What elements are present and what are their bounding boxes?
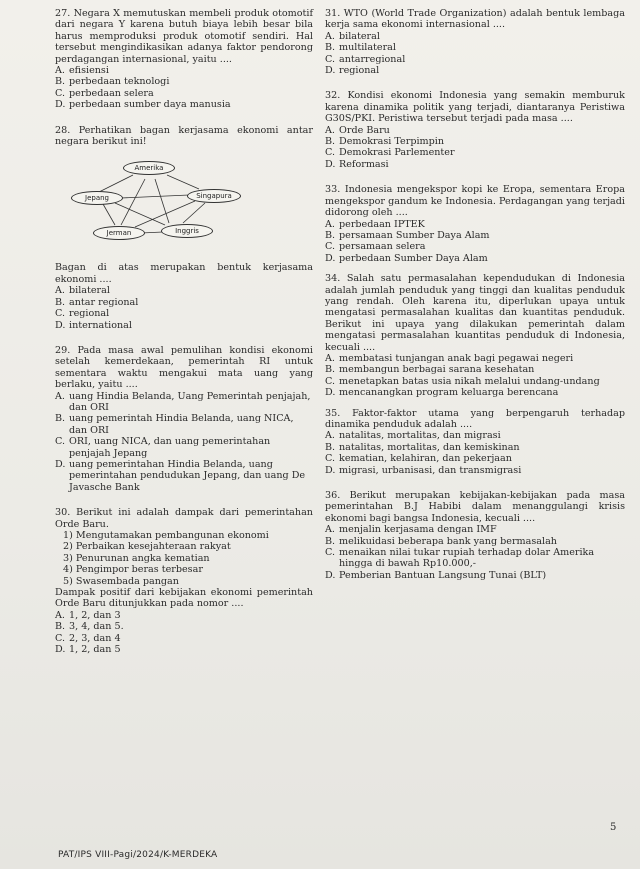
left-column bbox=[55, 8, 313, 659]
question-29 bbox=[55, 345, 313, 493]
list-item: 2) Perbaikan kesejahteraan rakyat bbox=[63, 541, 231, 553]
edge-jepang-singapura bbox=[121, 195, 189, 198]
option-d: D. Pemberian Bantuan Langsung Tunai (BLT) bbox=[325, 569, 547, 581]
edge-amerika-inggris bbox=[155, 179, 169, 223]
option-c: C. kematian, kelahiran, dan pekerjaan bbox=[325, 453, 512, 465]
question-number: 30. bbox=[55, 507, 71, 519]
question-number: 31. bbox=[325, 8, 341, 19]
option-d: D. international bbox=[55, 319, 132, 331]
option-c: C. Demokrasi Parlementer bbox=[325, 147, 455, 159]
option-d: D. uang pemerintahan Hindia Belanda, uang pemerintahan pendudukan Jepang, dan uang De Javasche Bank bbox=[55, 458, 306, 493]
option-d: D. perbedaan Sumber Daya Alam bbox=[325, 252, 488, 264]
question-stem: Kondisi ekonomi Indonesia yang semakin memburuk karena dinamika politik yang terjadi, diantaranya Peristiwa G30S/PKI. Peristiwa tersebut terjadi pada masa .... bbox=[325, 90, 625, 125]
page-number: 5 bbox=[610, 822, 617, 833]
option-d: D. mencanangkan program keluarga berencana bbox=[325, 387, 559, 399]
option-a: A. 1, 2, dan 3 bbox=[55, 609, 121, 621]
edge-amerika-jerman bbox=[121, 179, 145, 225]
edge-amerika-singapura bbox=[167, 175, 199, 189]
edge-amerika-jepang bbox=[99, 175, 133, 192]
option-c: C. menetapkan batas usia nikah melalui undang-undang bbox=[325, 375, 600, 387]
option-c: C. perbedaan selera bbox=[55, 87, 154, 99]
question-number: 28. bbox=[55, 124, 71, 136]
question-28 bbox=[55, 125, 313, 331]
question-number: 34. bbox=[325, 273, 341, 285]
list-item: 1) Mengutamakan pembangunan ekonomi bbox=[63, 530, 269, 541]
question-35 bbox=[325, 408, 625, 476]
impact-list bbox=[55, 530, 313, 587]
question-stem: Indonesia mengekspor kopi ke Eropa, sementara Eropa mengekspor gandum ke Indonesia. Perdagangan yang terjadi didorong oleh .... bbox=[325, 184, 625, 219]
node-jepang: Jepang bbox=[71, 191, 123, 205]
question-30 bbox=[55, 507, 313, 655]
question-number: 29. bbox=[55, 344, 71, 356]
question-stem: WTO (World Trade Organization) adalah bentuk lembaga kerja sama ekonomi internasional .... bbox=[325, 8, 625, 31]
question-stem: Perhatikan bagan kerjasama ekonomi antar negara berikut ini! bbox=[55, 124, 313, 148]
option-a: A. Orde Baru bbox=[325, 124, 390, 136]
question-number: 27. bbox=[55, 8, 71, 19]
question-33 bbox=[325, 184, 625, 264]
option-b: B. perbedaan teknologi bbox=[55, 76, 170, 88]
option-b: B. uang pemerintah Hindia Belanda, uang NICA, dan ORI bbox=[55, 413, 294, 436]
question-stem: Pada masa awal pemulihan kondisi ekonomi setelah kemerdekaan, pemerintah RI untuk sementara waktu mengakui mata uang yang berlaku, yaitu .... bbox=[55, 344, 313, 391]
page-footer: PAT/IPS VIII-Pagi/2024/K-MERDEKA bbox=[58, 850, 218, 860]
question-27 bbox=[55, 8, 313, 111]
option-b: B. antar regional bbox=[55, 296, 139, 308]
option-c: C. menaikan nilai tukar rupiah terhadap dolar Amerika hingga di bawah Rp10.000,- bbox=[325, 547, 595, 570]
option-b: B. multilateral bbox=[325, 42, 396, 54]
option-d: D. migrasi, urbanisasi, dan transmigrasi bbox=[325, 464, 522, 476]
option-b: B. natalitas, mortalitas, dan kemiskinan bbox=[325, 441, 520, 453]
question-stem: Negara X memutuskan membeli produk otomotif dari negara Y karena butuh biaya lebih besar bila harus memproduksi produk otomotif sendiri. Hal tersebut mengindikasikan adanya faktor pendorong perdagangan internasional, yaitu .... bbox=[55, 8, 313, 65]
question-number: 32. bbox=[325, 90, 341, 102]
option-a: A. efisiensi bbox=[55, 65, 109, 77]
option-c: C. regional bbox=[55, 308, 110, 320]
question-number: 33. bbox=[325, 184, 341, 196]
option-a: A. bilateral bbox=[325, 30, 380, 42]
right-column bbox=[325, 8, 625, 585]
list-item: 5) Swasembada pangan bbox=[63, 575, 179, 587]
question-stem: Berikut ini adalah dampak dari pemerintahan Orde Baru. bbox=[55, 507, 313, 530]
question-34 bbox=[325, 273, 625, 398]
question-number: 36. bbox=[325, 490, 341, 502]
node-singapura: Singapura bbox=[187, 189, 241, 203]
option-c: C. antarregional bbox=[325, 53, 406, 65]
cooperation-diagram bbox=[71, 151, 271, 256]
question-stem: Faktor-faktor utama yang berpengaruh terhadap dinamika penduduk adalah .... bbox=[325, 407, 625, 430]
option-b: B. 3, 4, dan 5. bbox=[55, 621, 124, 633]
option-a: A. membatasi tunjangan anak bagi pegawai negeri bbox=[325, 352, 574, 364]
option-a: A. menjalin kerjasama dengan IMF bbox=[325, 524, 497, 536]
option-d: D. 1, 2, dan 5 bbox=[55, 644, 121, 656]
list-item: 4) Pengimpor beras terbesar bbox=[63, 564, 203, 576]
question-after: Dampak positif dari kebijakan ekonomi pemerintah Orde Baru ditunjukkan pada nomor .... bbox=[55, 587, 313, 610]
option-d: D. perbedaan sumber daya manusia bbox=[55, 99, 231, 111]
option-d: D. regional bbox=[325, 65, 380, 77]
option-a: A. natalitas, mortalitas, dan migrasi bbox=[325, 430, 501, 442]
question-stem: Berikut merupakan kebijakan-kebijakan pada masa pemerintahan B.J Habibi dalam menanggulangi krisis ekonomi bagi bangsa Indonesia, kecuali .... bbox=[325, 490, 625, 524]
question-36 bbox=[325, 490, 625, 581]
option-a: A. uang Hindia Belanda, Uang Pemerintah penjajah, dan ORI bbox=[55, 390, 311, 413]
option-a: A. perbedaan IPTEK bbox=[325, 218, 425, 230]
option-b: B. Demokrasi Terpimpin bbox=[325, 136, 445, 148]
edge-jepang-jerman bbox=[103, 204, 115, 225]
option-b: B. melikuidasi beberapa bank yang bermasalah bbox=[325, 535, 557, 547]
question-31 bbox=[325, 8, 625, 76]
node-jerman: Jerman bbox=[93, 226, 145, 240]
question-after: Bagan di atas merupakan bentuk kerjasama ekonomi .... bbox=[55, 262, 313, 285]
option-b: B. membangun berbagai sarana kesehatan bbox=[325, 364, 535, 376]
edge-singapura-inggris bbox=[183, 203, 205, 223]
list-item: 3) Penurunan angka kematian bbox=[63, 552, 210, 564]
node-amerika: Amerika bbox=[123, 161, 175, 175]
option-d: D. Reformasi bbox=[325, 158, 389, 170]
question-stem: Salah satu permasalahan kependudukan di Indonesia adalah jumlah penduduk yang tinggi dan kualitas penduduk yang rendah. Oleh karena itu, diperlukan upaya untuk mengatasi permasalahan kualitas dan kuantitas penduduk. Berikut ini upaya yang dilakukan pemerintah dalam mengatasi permasalahan kuantitas penduduk di Indonesia, kecuali .... bbox=[325, 273, 625, 353]
node-inggris: Inggris bbox=[161, 224, 213, 238]
option-a: A. bilateral bbox=[55, 285, 110, 297]
option-c: C. ORI, uang NICA, dan uang pemerintahan penjajah Jepang bbox=[55, 436, 271, 459]
option-b: B. persamaan Sumber Daya Alam bbox=[325, 229, 490, 241]
option-c: C. 2, 3, dan 4 bbox=[55, 632, 121, 644]
question-number: 35. bbox=[325, 407, 341, 419]
question-32 bbox=[325, 90, 625, 170]
option-c: C. persamaan selera bbox=[325, 241, 426, 253]
